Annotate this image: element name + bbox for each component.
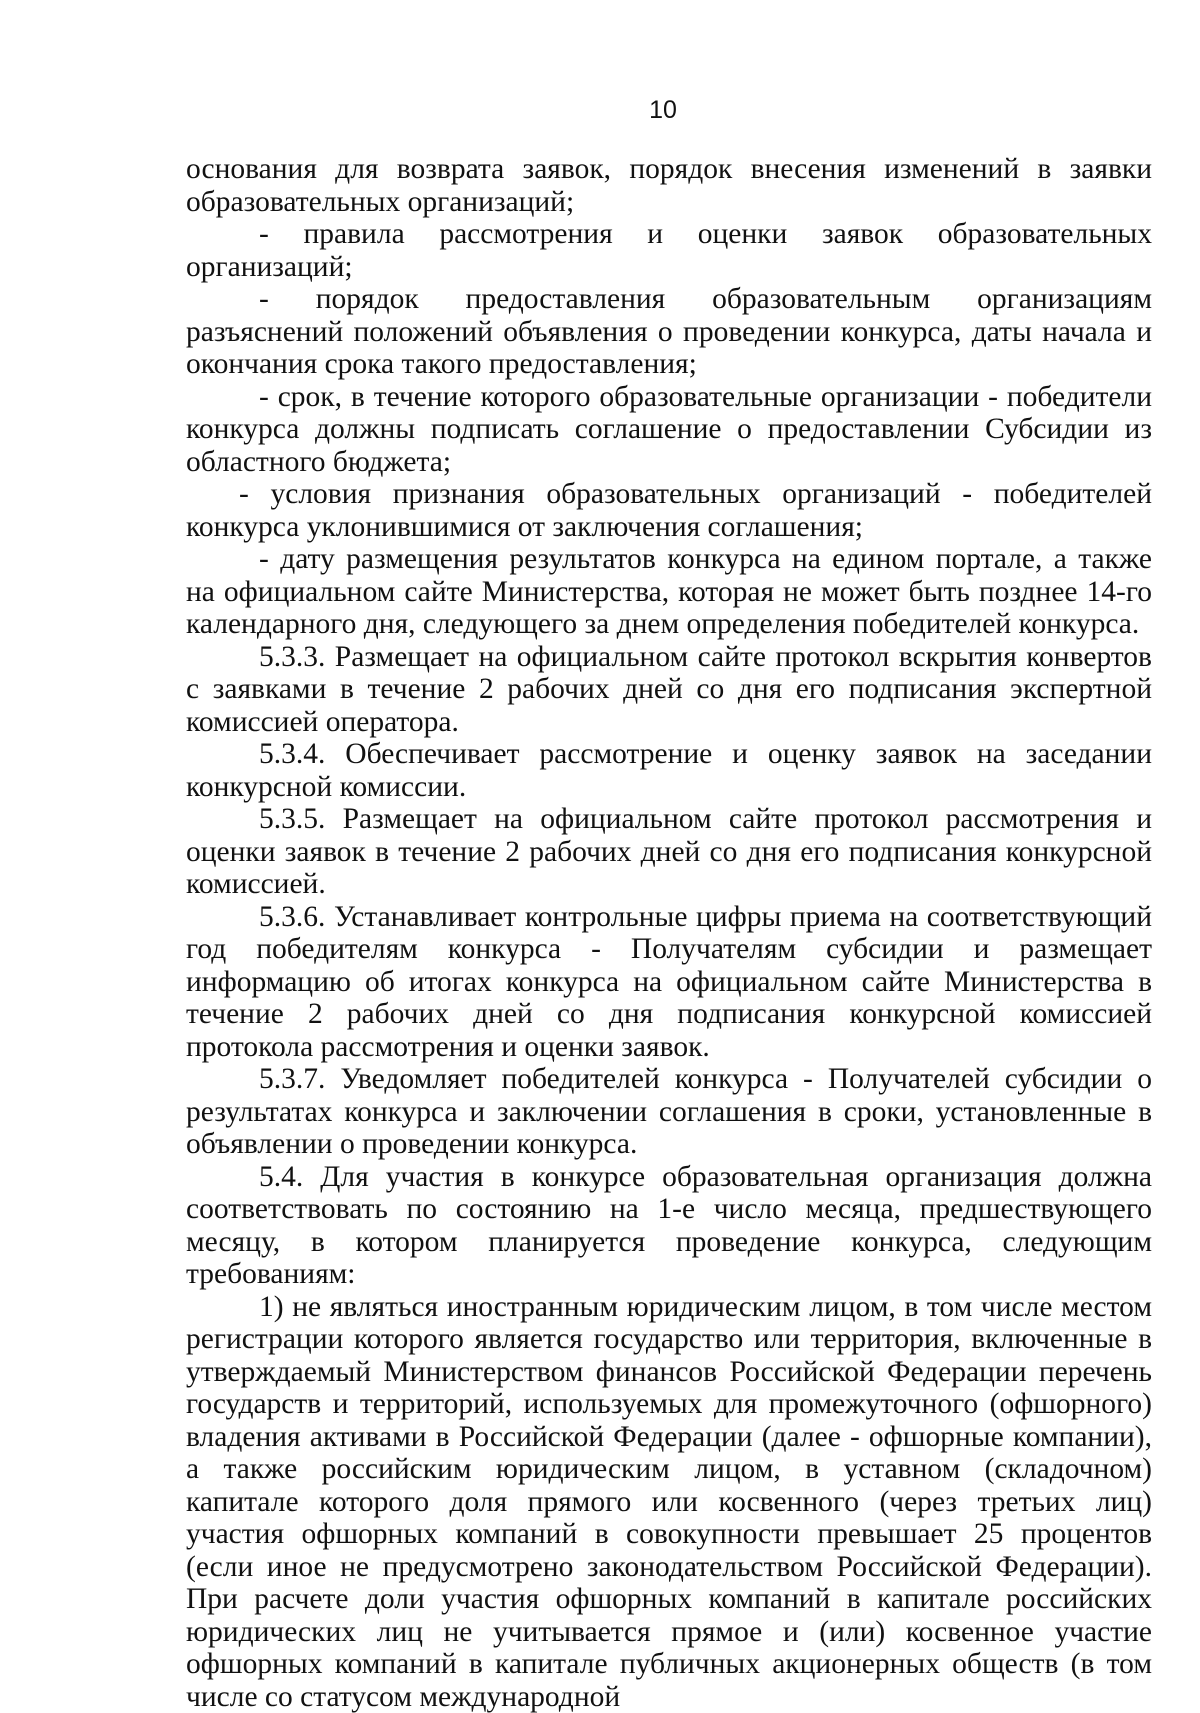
paragraph-11: 5.3.7. Уведомляет победителей конкурса - Получателей субсидии о результатах конкурса и заключении соглашения в сроки, установленные в объявлении о проведении конкурса. <box>186 1063 1152 1161</box>
paragraph-6: - дату размещения результатов конкурса на едином портале, а также на официальном сайте Министерства, которая не может быть позднее 14-го календарного дня, следующего за днем определения победителей конкурса. <box>186 543 1152 641</box>
paragraph-5: - условия признания образовательных организаций - победителей конкурса уклонившимися от заключения соглашения; <box>186 478 1152 543</box>
paragraph-12: 5.4. Для участия в конкурсе образовательная организация должна соответствовать по состоянию на 1-е число месяца, предшествующего месяцу, в котором планируется проведение конкурса, следующим требованиям: <box>186 1161 1152 1291</box>
paragraph-3: - порядок предоставления образовательным организациям разъяснений положений объявления о проведении конкурса, даты начала и окончания срока такого предоставления; <box>186 283 1152 381</box>
document-body <box>186 153 1152 1713</box>
page-number: 10 <box>0 98 1200 123</box>
paragraph-8: 5.3.4. Обеспечивает рассмотрение и оценку заявок на заседании конкурсной комиссии. <box>186 738 1152 803</box>
paragraph-2: - правила рассмотрения и оценки заявок образовательных организаций; <box>186 218 1152 283</box>
paragraph-10: 5.3.6. Устанавливает контрольные цифры приема на соответствующий год победителям конкурса - Получателям субсидии и размещает информацию об итогах конкурса на официальном сайте Министерства в течение 2 рабочих дней со дня подписания конкурсной комиссией протокола рассмотрения и оценки заявок. <box>186 901 1152 1064</box>
paragraph-4: - срок, в течение которого образовательные организации - победители конкурса должны подписать соглашение о предоставлении Субсидии из областного бюджета; <box>186 381 1152 479</box>
paragraph-1: основания для возврата заявок, порядок внесения изменений в заявки образовательных организаций; <box>186 153 1152 218</box>
paragraph-7: 5.3.3. Размещает на официальном сайте протокол вскрытия конвертов с заявками в течение 2 рабочих дней со дня его подписания экспертной комиссией оператора. <box>186 641 1152 739</box>
paragraph-13: 1) не являться иностранным юридическим лицом, в том числе местом регистрации которого является государство или территория, включенные в утверждаемый Министерством финансов Российской Федерации перечень государств и территорий, используемых для промежуточного (офшорного) владения активами в Российской Федерации (далее - офшорные компании), а также российским юридическим лицом, в уставном (складочном) капитале которого доля прямого или косвенного (через третьих лиц) участия офшорных компаний в совокупности превышает 25 процентов (если иное не предусмотрено законодательством Российской Федерации). При расчете доли участия офшорных компаний в капитале российских юридических лиц не учитывается прямое и (или) косвенное участие офшорных компаний в капитале публичных акционерных обществ (в том числе со статусом международной <box>186 1291 1152 1713</box>
paragraph-9: 5.3.5. Размещает на официальном сайте протокол рассмотрения и оценки заявок в течение 2 рабочих дней со дня его подписания конкурсной комиссией. <box>186 803 1152 901</box>
